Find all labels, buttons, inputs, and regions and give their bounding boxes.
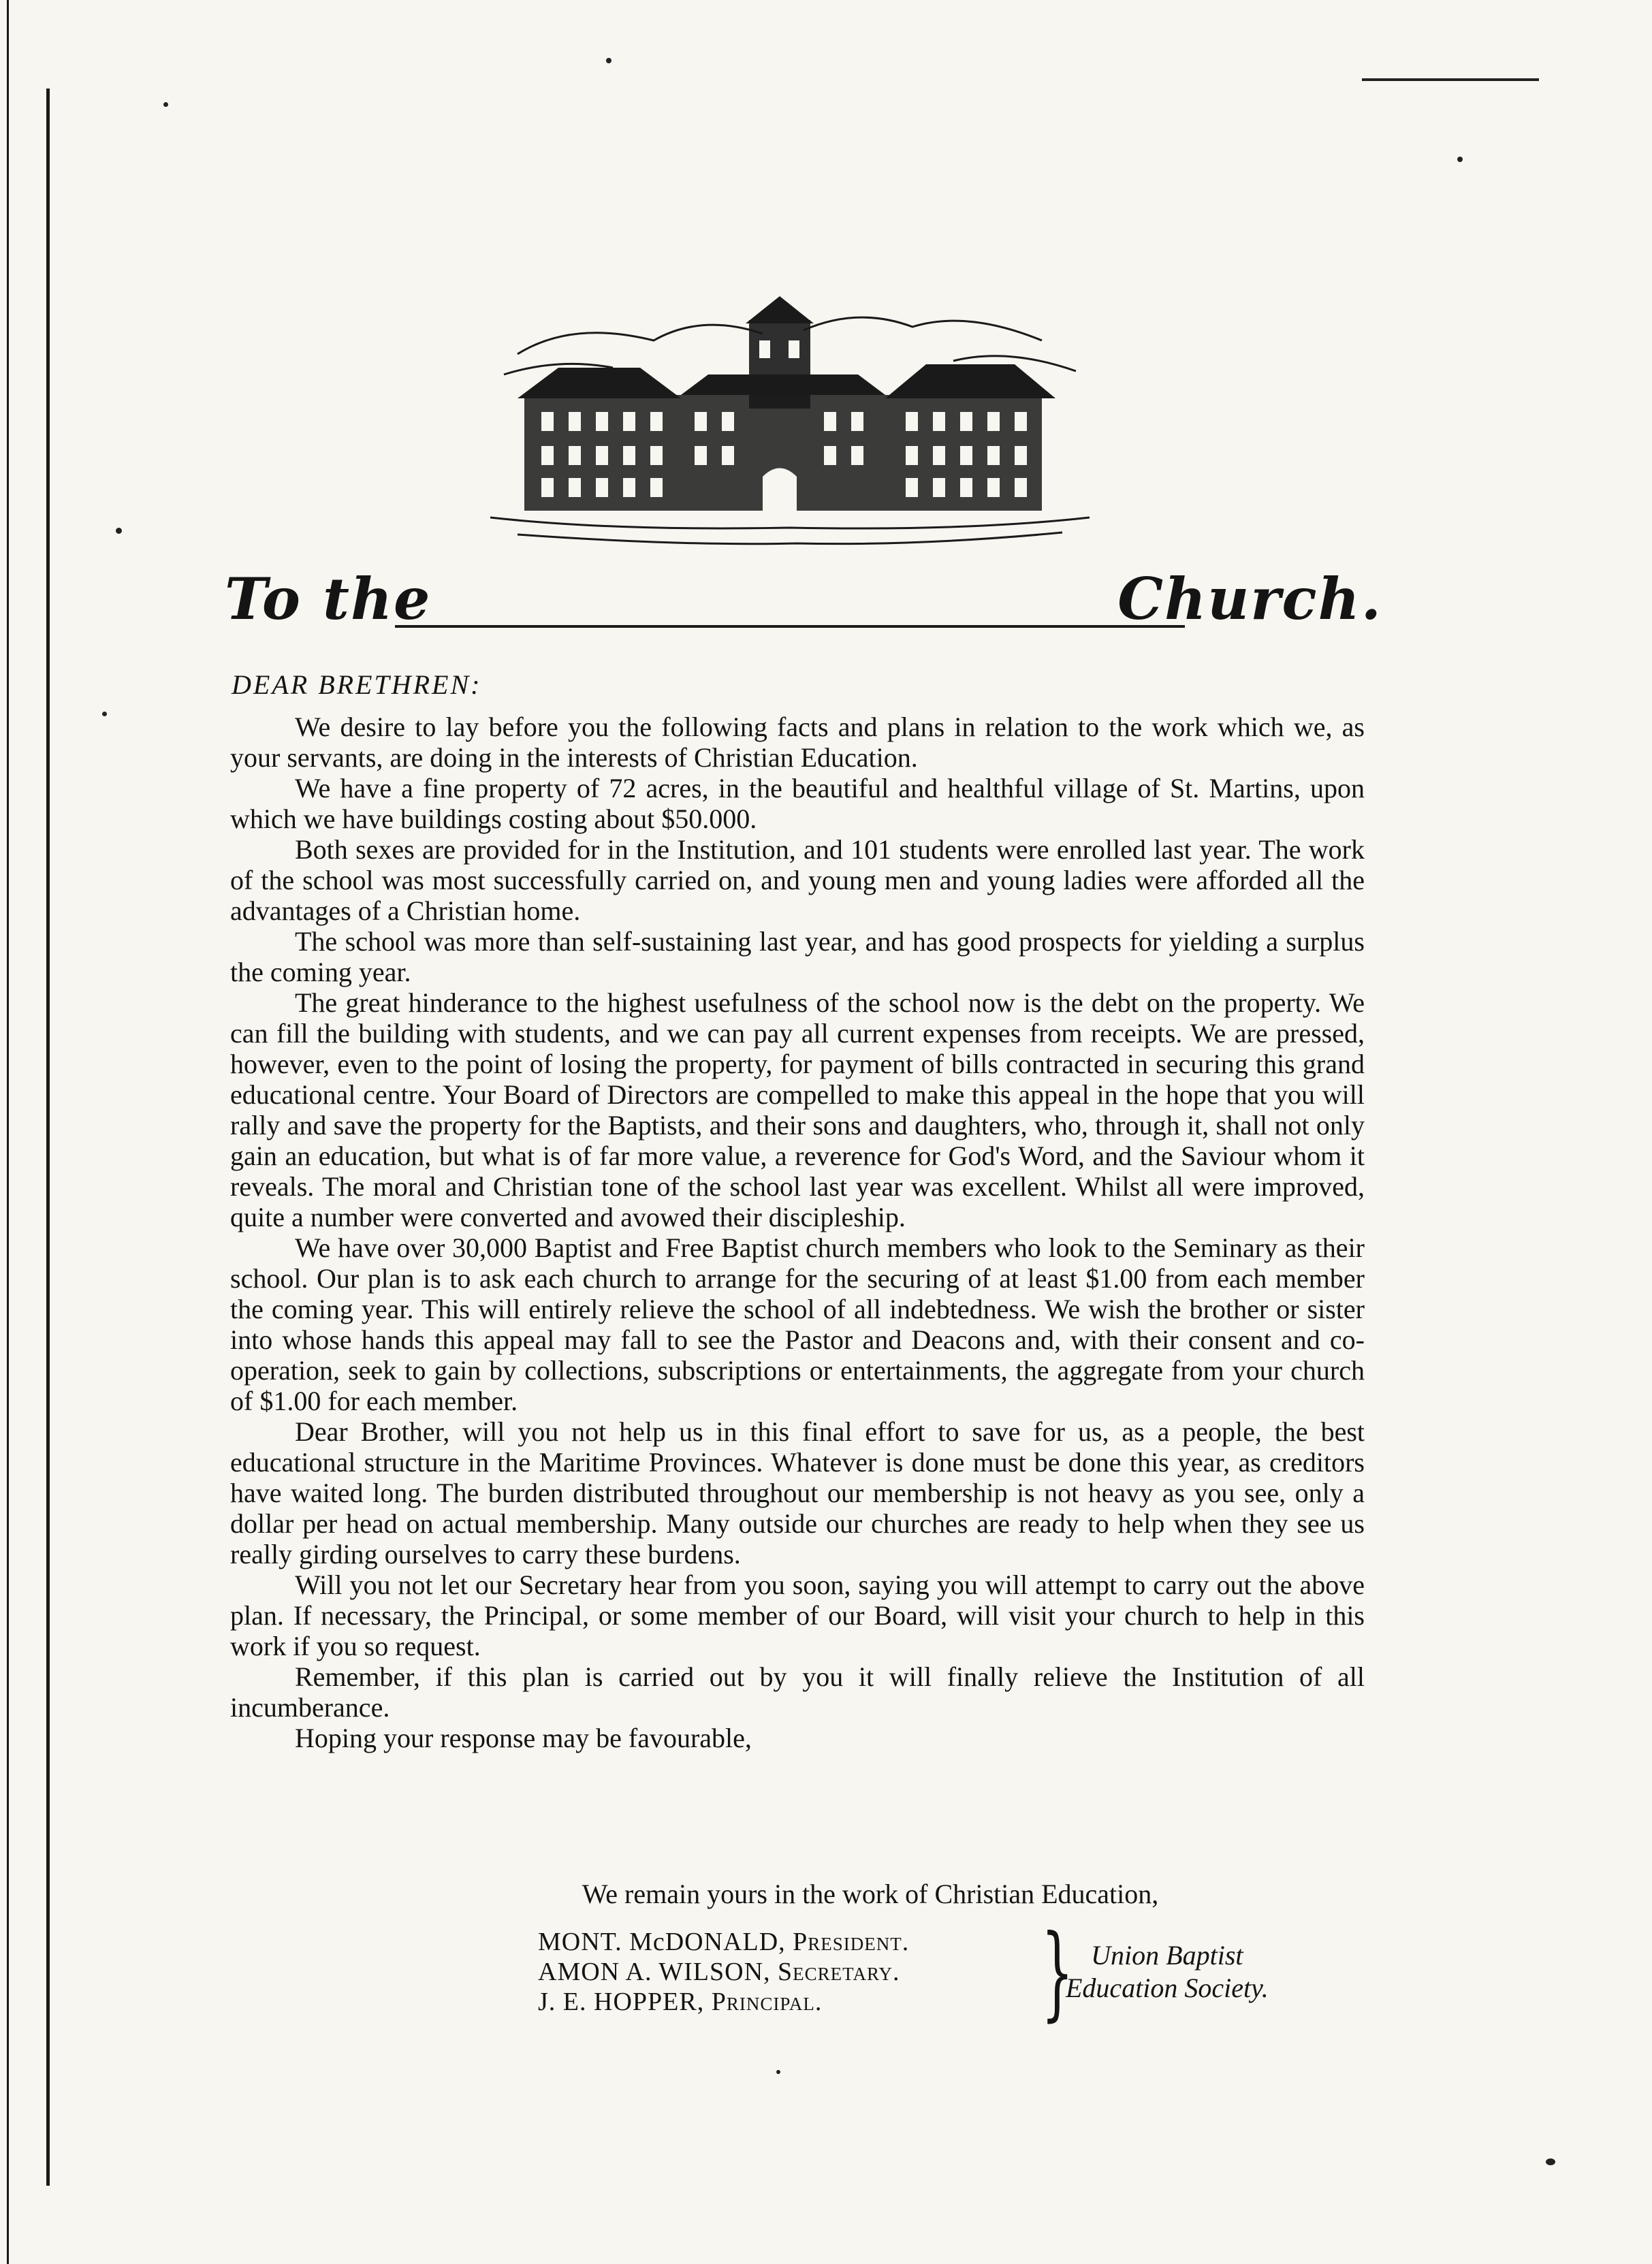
paragraph: Remember, if this plan is carried out by you it will finally relieve the Institution of all incumberance. [230,1661,1365,1723]
church-name-blank-line [395,625,1185,628]
scan-speck [606,58,611,63]
paragraph: The school was more than self-sustaining last year, and has good prospects for yielding a surplus the coming year. [230,926,1365,987]
scan-speck [163,102,168,107]
signatory-title: Principal. [711,1988,823,2016]
paragraph: The great hinderance to the highest usefulness of the school now is the debt on the property. We can fill the building with students, and we can pay all current expenses from receipts. We are pressed, however, even to the point of losing the property, for payment of bills contracted in securing this grand educational centre. Your Board of Directors are compelled to make this appeal in the hope that you will rally and save the property for the Baptists, and their sons and daughters, who, through it, shall not only gain an education, but what is of far more value, a reverence for God's Word, and the Saviour whom it reveals. The moral and Christian tone of the school last year was excellent. Whilst all were improved, quite a number were converted and avowed their discipleship. [230,987,1365,1232]
paragraph: We desire to lay before you the following facts and plans in relation to the work which we, as your servants, are doing in the interests of Christian Education. [230,712,1365,773]
paragraph: We have a fine property of 72 acres, in the beautiful and healthful village of St. Martins, upon which we have buildings costing about $50.000. [230,773,1365,834]
paragraph: We have over 30,000 Baptist and Free Baptist church members who look to the Seminary as their school. Our plan is to ask each church to arrange for the securing of at least $1.00 from each member the coming year. This will entirely relieve the school of all indebtedness. We wish the brother or sister into whose hands this appeal may fall to see the Pastor and Deacons and, with their consent and co-operation, seek to gain by collections, subscriptions or entertainments, the aggregate from your church of $1.00 for each member. [230,1232,1365,1416]
scan-speck [116,528,122,534]
scan-edge-line [46,89,50,2186]
scan-speck [1362,78,1539,81]
paragraph: Both sexes are provided for in the Institution, and 101 students were enrolled last year. The work of the school was most successfully carried on, and young men and young ladies were afforded all the advantages of a Christian home. [230,834,1365,926]
greeting: DEAR BRETHREN: [232,669,482,700]
society-name [1066,1939,1269,2005]
signatory-name: J. E. HOPPER, [538,1988,705,2016]
signatory-title: President. [793,1928,910,1956]
scan-speck [1546,2158,1555,2165]
scan-speck [776,2070,780,2074]
paragraph: Will you not let our Secretary hear from you soon, saying you will attempt to carry out the above plan. If necessary, the Principal, or some member of our Board, will visit your church to help in this work if you so request. [230,1569,1365,1661]
signatory [538,1957,909,1987]
scan-speck [1457,157,1463,162]
signatories [538,1927,909,2017]
letter-body [230,712,1365,1753]
paragraph: Dear Brother, will you not help us in this final effort to save for us, as a people, the best educational structure in the Maritime Provinces. Whatever is done must be done this year, as creditors have waited long. The burden distributed throughout our membership is not heavy as you see, only a dollar per head on actual membership. Many outside our churches are ready to help when they see us really girding ourselves to carry these burdens. [230,1416,1365,1569]
scan-speck [102,712,107,716]
brace-glyph: } [1041,1913,1074,2032]
signatory-name: AMON A. WILSON, [538,1958,771,1986]
society-line: Union Baptist [1091,1940,1243,1971]
society-line: Education Society. [1066,1973,1269,2003]
signatory [538,1927,909,1957]
seminary-building-engraving [477,293,1103,552]
scan-edge-line [7,0,9,2264]
church-label: Church. [1117,565,1382,633]
signatory-title: Secretary. [778,1958,900,1986]
signatory-name: MONT. McDONALD, [538,1928,786,1956]
paragraph: Hoping your response may be favourable, [295,1723,752,1753]
signatory [538,1987,909,2017]
closing-line: We remain yours in the work of Christian Education, [582,1879,1159,1909]
to-the-label: To the [225,565,432,633]
salutation-header [225,565,1382,647]
